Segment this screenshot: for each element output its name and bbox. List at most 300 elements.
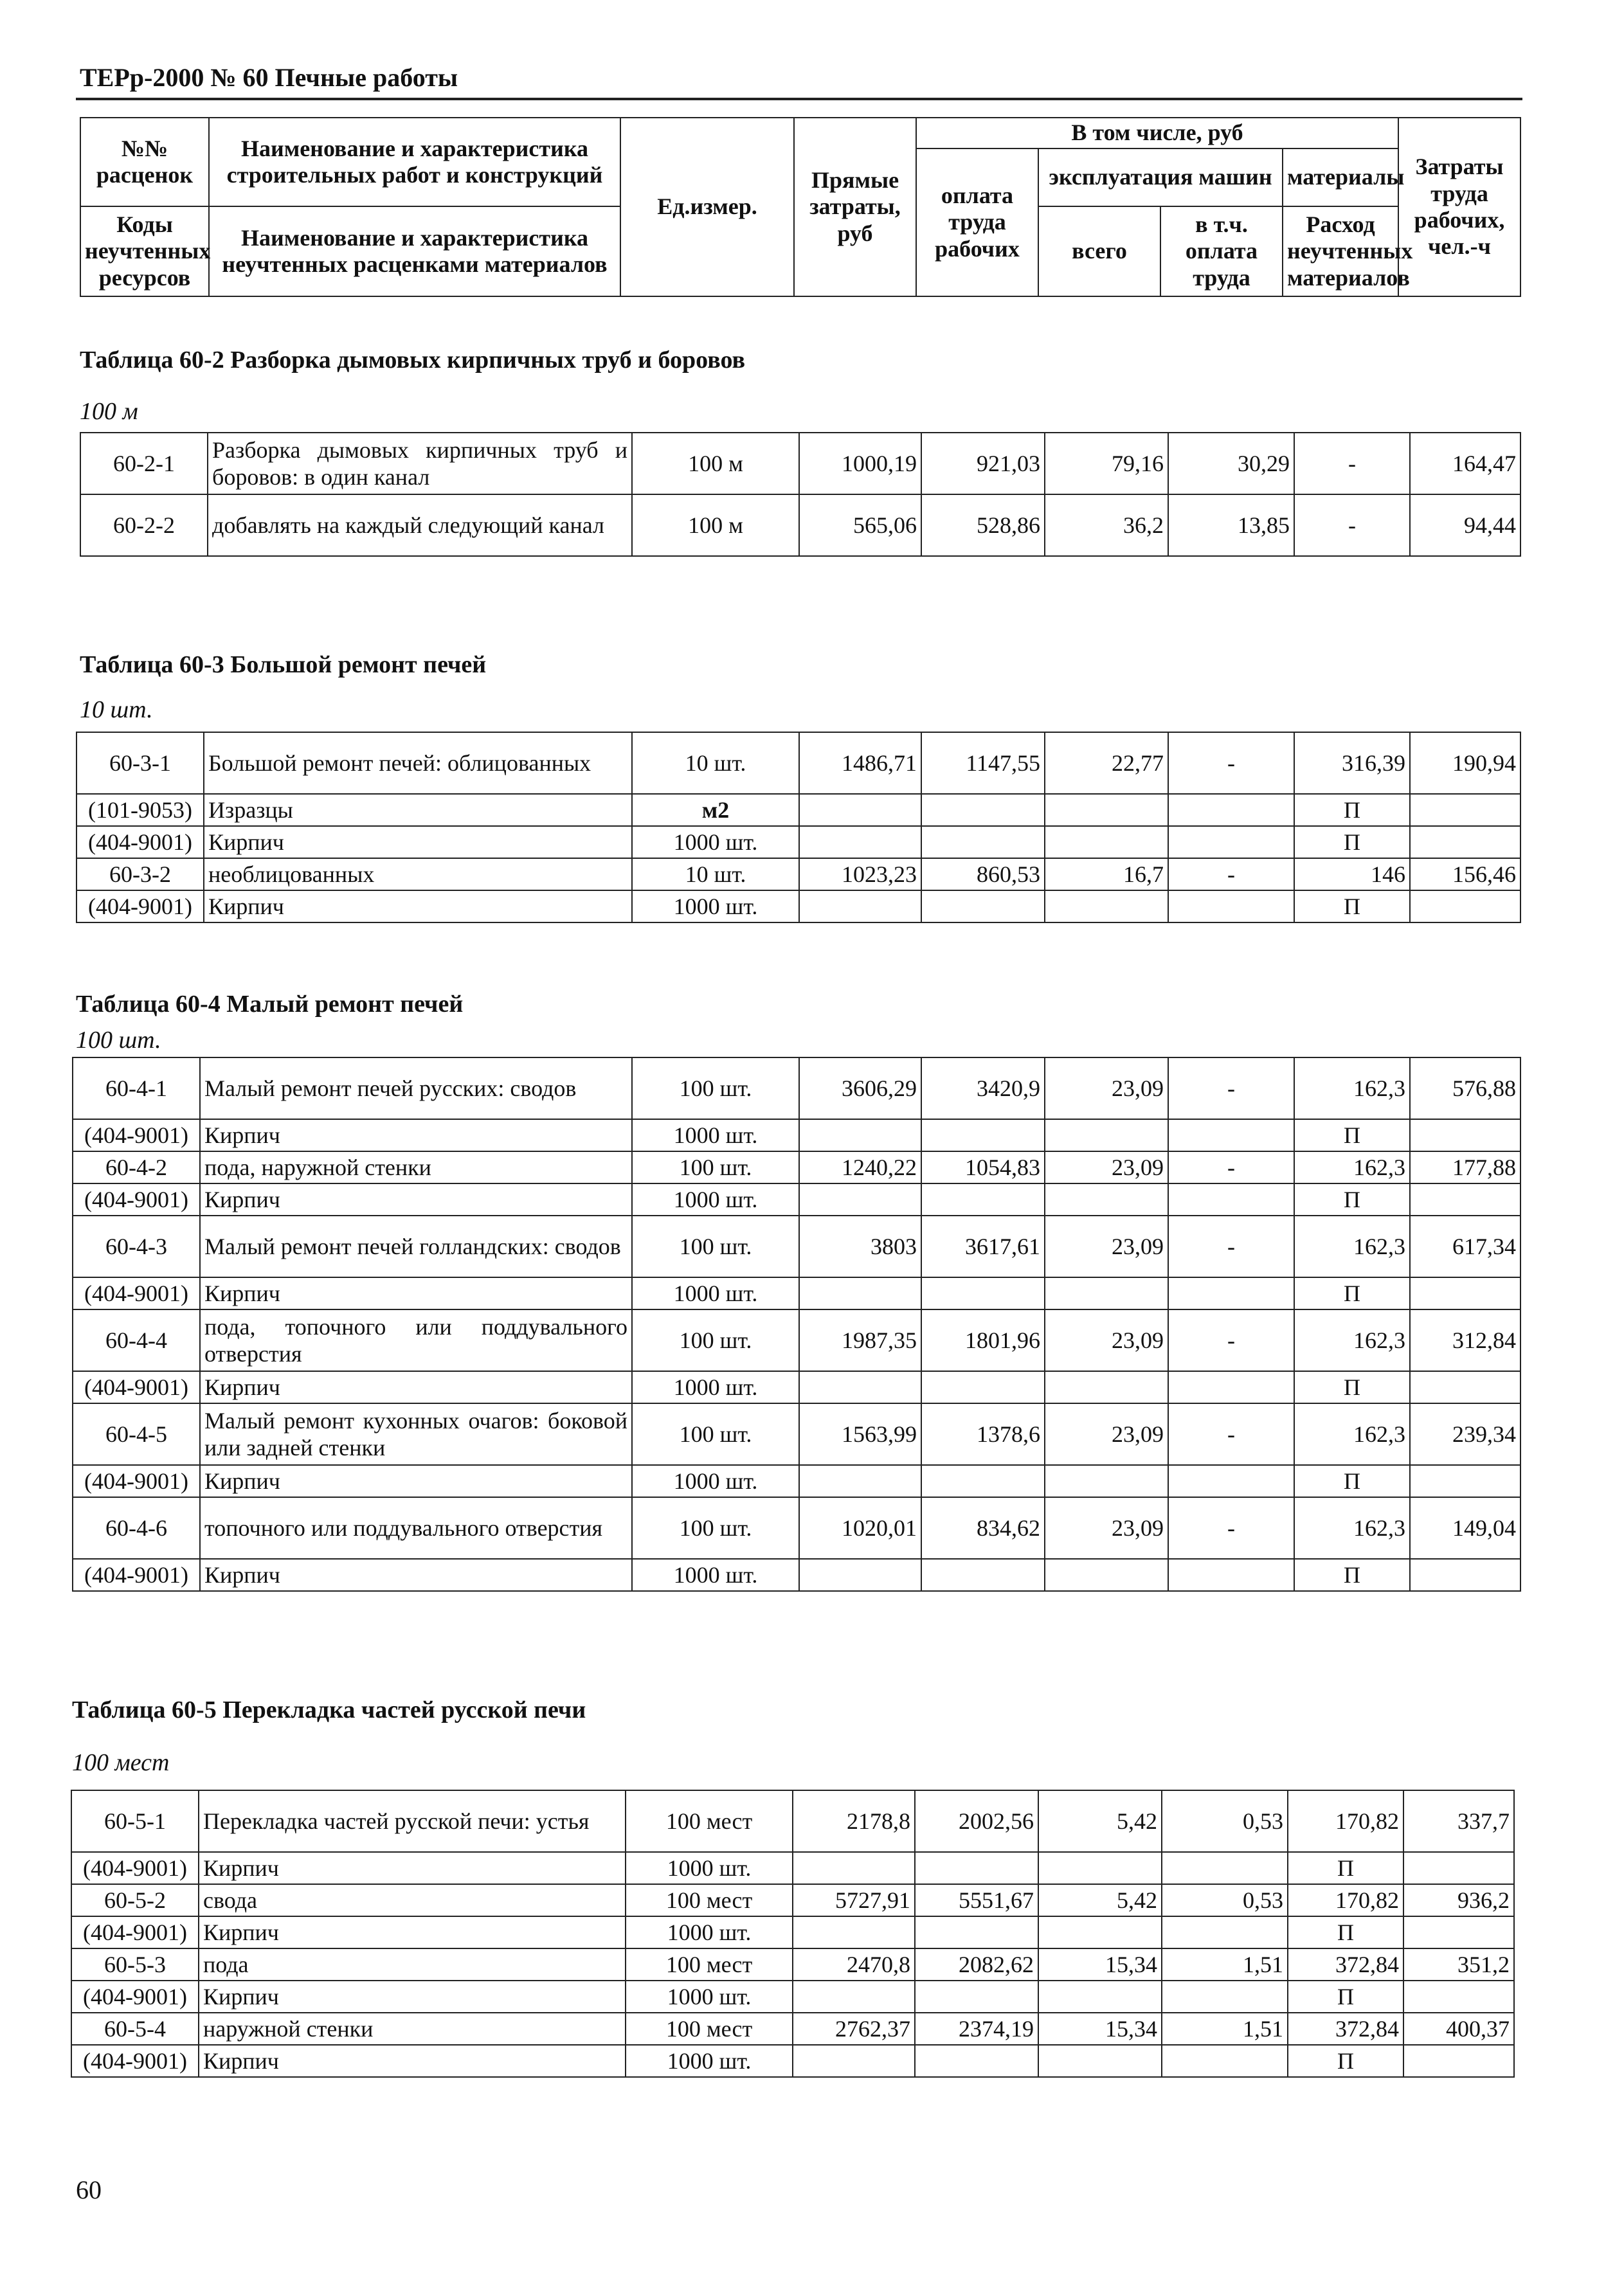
labor-hours-cell: 177,88 (1410, 1151, 1520, 1183)
materials-cell: П (1294, 1465, 1410, 1497)
materials-cell: 162,3 (1294, 1309, 1410, 1371)
materials-cell: 162,3 (1294, 1151, 1410, 1183)
work-name-cell: свода (199, 1884, 626, 1916)
machines-pay-cell (1162, 1916, 1288, 1948)
work-name-cell: Большой ремонт печей: облицованных (204, 732, 632, 794)
materials-cell: П (1294, 1119, 1410, 1151)
direct-cost-cell: 1240,22 (799, 1151, 921, 1183)
machines-total-cell (1045, 826, 1168, 858)
labor-hours-cell: 576,88 (1410, 1057, 1520, 1119)
unit-cell: 1000 шт. (626, 2045, 793, 2077)
unit-cell: 100 м (632, 433, 799, 494)
direct-cost-cell: 2178,8 (793, 1790, 915, 1852)
direct-cost-cell: 1987,35 (799, 1309, 921, 1371)
section-title: Таблица 60-4 Малый ремонт печей (76, 991, 464, 1018)
rate-code-cell: 60-5-4 (71, 2013, 199, 2045)
materials-cell: П (1288, 2045, 1403, 2077)
materials-cell: П (1288, 1981, 1403, 2013)
labor-pay-cell: 860,53 (921, 858, 1045, 890)
materials-cell: П (1294, 890, 1410, 922)
page-header (76, 57, 1522, 100)
direct-cost-cell (793, 1981, 915, 2013)
direct-cost-cell (793, 1916, 915, 1948)
work-name-cell: Изразцы (204, 794, 632, 826)
direct-cost-cell: 1563,99 (799, 1403, 921, 1465)
machines-pay-cell: - (1168, 1497, 1294, 1559)
work-name-cell: пода, наружной стенки (200, 1151, 632, 1183)
machines-pay-cell: 1,51 (1162, 2013, 1288, 2045)
materials-cell: 372,84 (1288, 2013, 1403, 2045)
rate-code-cell: 60-5-2 (71, 1884, 199, 1916)
table-row (73, 1183, 1520, 1216)
machines-total-cell: 23,09 (1045, 1151, 1168, 1183)
machines-pay-cell (1168, 1559, 1294, 1591)
work-name-cell: Кирпич (200, 1465, 632, 1497)
section-unit: 100 шт. (76, 1027, 161, 1054)
rate-code-cell: 60-3-2 (77, 858, 204, 890)
labor-hours-cell (1410, 1277, 1520, 1309)
direct-cost-cell: 2762,37 (793, 2013, 915, 2045)
machines-total-cell: 5,42 (1038, 1790, 1162, 1852)
work-name-cell: Кирпич (199, 1981, 626, 2013)
labor-hours-cell: 94,44 (1410, 494, 1520, 556)
work-name-cell: пода, топочного или поддувального отверстия (200, 1309, 632, 1371)
work-name-cell: Кирпич (199, 2045, 626, 2077)
materials-cell: 162,3 (1294, 1057, 1410, 1119)
materials-cell: - (1294, 433, 1410, 494)
unit-cell: 100 мест (626, 1884, 793, 1916)
table-row (71, 1916, 1514, 1948)
rate-code-cell: (404-9001) (73, 1183, 200, 1216)
col-code-bottom: Коды неучтенных ресурсов (80, 206, 209, 296)
col-labor-cost: Затраты труда рабочих, чел.-ч (1398, 118, 1520, 296)
materials-cell: 162,3 (1294, 1497, 1410, 1559)
labor-pay-cell: 5551,67 (915, 1884, 1038, 1916)
labor-hours-cell: 617,34 (1410, 1216, 1520, 1277)
direct-cost-cell: 1000,19 (799, 433, 921, 494)
unit-cell: 1000 шт. (632, 1183, 799, 1216)
rate-code-cell: (404-9001) (71, 2045, 199, 2077)
unit-cell: 1000 шт. (632, 890, 799, 922)
work-name-cell: Кирпич (199, 1916, 626, 1948)
labor-pay-cell (921, 1119, 1045, 1151)
rates-table-60-4 (72, 1057, 1521, 1592)
col-code-top: №№ расценок (80, 118, 209, 206)
work-name-cell: Кирпич (204, 826, 632, 858)
labor-pay-cell (921, 890, 1045, 922)
machines-pay-cell (1162, 2045, 1288, 2077)
machines-total-cell (1045, 890, 1168, 922)
col-unit: Ед.измер. (620, 118, 794, 296)
direct-cost-cell (799, 826, 921, 858)
unit-cell: 1000 шт. (632, 1371, 799, 1403)
work-name-cell: Разборка дымовых кирпичных труб и боровов: в один канал (208, 433, 632, 494)
machines-pay-cell (1168, 1277, 1294, 1309)
machines-total-cell (1038, 1916, 1162, 1948)
unit-cell: 100 мест (626, 1790, 793, 1852)
machines-total-cell (1045, 1183, 1168, 1216)
direct-cost-cell (799, 794, 921, 826)
section-unit: 10 шт. (80, 696, 153, 723)
labor-pay-cell: 1378,6 (921, 1403, 1045, 1465)
machines-pay-cell: 30,29 (1168, 433, 1294, 494)
rate-code-cell: (404-9001) (73, 1371, 200, 1403)
machines-pay-cell (1162, 1981, 1288, 2013)
work-name-cell: пода (199, 1948, 626, 1981)
machines-total-cell: 5,42 (1038, 1884, 1162, 1916)
unit-cell: м2 (632, 794, 799, 826)
machines-total-cell (1038, 2045, 1162, 2077)
direct-cost-cell (799, 1371, 921, 1403)
rate-code-cell: 60-2-2 (80, 494, 208, 556)
direct-cost-cell (799, 1119, 921, 1151)
unit-cell: 1000 шт. (632, 826, 799, 858)
unit-cell: 100 шт. (632, 1309, 799, 1371)
direct-cost-cell: 1020,01 (799, 1497, 921, 1559)
labor-pay-cell: 834,62 (921, 1497, 1045, 1559)
work-name-cell: необлицованных (204, 858, 632, 890)
rate-code-cell: (404-9001) (73, 1277, 200, 1309)
machines-total-cell: 23,09 (1045, 1057, 1168, 1119)
machines-total-cell (1045, 794, 1168, 826)
labor-pay-cell (921, 1371, 1045, 1403)
work-name-cell: добавлять на каждый следующий канал (208, 494, 632, 556)
machines-total-cell: 79,16 (1045, 433, 1168, 494)
work-name-cell: топочного или поддувального отверстия (200, 1497, 632, 1559)
direct-cost-cell (793, 2045, 915, 2077)
materials-cell: П (1288, 1852, 1403, 1884)
labor-pay-cell (921, 826, 1045, 858)
work-name-cell: Кирпич (200, 1119, 632, 1151)
work-name-cell: Кирпич (199, 1852, 626, 1884)
unit-cell: 1000 шт. (626, 1916, 793, 1948)
labor-hours-cell: 156,46 (1410, 858, 1520, 890)
section-unit: 100 м (80, 398, 138, 425)
machines-total-cell: 36,2 (1045, 494, 1168, 556)
labor-hours-cell: 190,94 (1410, 732, 1520, 794)
materials-cell: П (1294, 826, 1410, 858)
materials-cell: 162,3 (1294, 1216, 1410, 1277)
unit-cell: 100 шт. (632, 1151, 799, 1183)
rate-code-cell: 60-5-1 (71, 1790, 199, 1852)
table-row (73, 1559, 1520, 1591)
table-row (73, 1277, 1520, 1309)
rate-code-cell: 60-2-1 (80, 433, 208, 494)
machines-pay-cell (1168, 1183, 1294, 1216)
table-row (73, 1497, 1520, 1559)
labor-hours-cell (1410, 826, 1520, 858)
direct-cost-cell: 565,06 (799, 494, 921, 556)
table-row (71, 1981, 1514, 2013)
work-name-cell: Кирпич (204, 890, 632, 922)
direct-cost-cell (799, 890, 921, 922)
labor-hours-cell: 312,84 (1410, 1309, 1520, 1371)
table-row (73, 1371, 1520, 1403)
work-name-cell: наружной стенки (199, 2013, 626, 2045)
labor-hours-cell (1410, 794, 1520, 826)
col-incl: В том числе, руб (916, 118, 1398, 148)
labor-hours-cell (1410, 1183, 1520, 1216)
materials-cell: П (1288, 1916, 1403, 1948)
labor-pay-cell: 921,03 (921, 433, 1045, 494)
labor-pay-cell: 2374,19 (915, 2013, 1038, 2045)
machines-pay-cell: - (1168, 858, 1294, 890)
machines-pay-cell: - (1168, 732, 1294, 794)
labor-pay-cell: 1801,96 (921, 1309, 1045, 1371)
materials-cell: П (1294, 1183, 1410, 1216)
direct-cost-cell (799, 1183, 921, 1216)
table-row (71, 2013, 1514, 2045)
machines-pay-cell: - (1168, 1309, 1294, 1371)
labor-pay-cell (921, 1465, 1045, 1497)
col-direct: Прямые затраты, руб (794, 118, 916, 296)
unit-cell: 1000 шт. (632, 1119, 799, 1151)
machines-pay-cell (1168, 1371, 1294, 1403)
materials-cell: 316,39 (1294, 732, 1410, 794)
rate-code-cell: 60-4-5 (73, 1403, 200, 1465)
section-title: Таблица 60-2 Разборка дымовых кирпичных труб и боровов (80, 346, 746, 373)
labor-hours-cell (1410, 1371, 1520, 1403)
machines-pay-cell (1168, 1465, 1294, 1497)
unit-cell: 100 шт. (632, 1497, 799, 1559)
labor-pay-cell (921, 794, 1045, 826)
work-name-cell: Кирпич (200, 1277, 632, 1309)
rate-code-cell: (404-9001) (73, 1559, 200, 1591)
page-title: ТЕРр-2000 № 60 Печные работы (80, 63, 458, 92)
labor-pay-cell: 528,86 (921, 494, 1045, 556)
materials-cell: 162,3 (1294, 1403, 1410, 1465)
machines-total-cell (1045, 1371, 1168, 1403)
machines-total-cell: 15,34 (1038, 1948, 1162, 1981)
rate-code-cell: (404-9001) (71, 1981, 199, 2013)
machines-pay-cell: 0,53 (1162, 1884, 1288, 1916)
rates-table-60-2 (80, 432, 1521, 557)
table-row (73, 1403, 1520, 1465)
labor-hours-cell: 149,04 (1410, 1497, 1520, 1559)
table-row (77, 826, 1520, 858)
section-title: Таблица 60-5 Перекладка частей русской печи (72, 1696, 586, 1723)
labor-pay-cell: 1147,55 (921, 732, 1045, 794)
materials-cell: П (1294, 1371, 1410, 1403)
work-name-cell: Малый ремонт печей голландских: сводов (200, 1216, 632, 1277)
machines-total-cell: 22,77 (1045, 732, 1168, 794)
col-name-top: Наименование и характеристика строительных работ и конструкций (209, 118, 620, 206)
machines-total-cell: 23,09 (1045, 1216, 1168, 1277)
direct-cost-cell (799, 1559, 921, 1591)
work-name-cell: Малый ремонт печей русских: сводов (200, 1057, 632, 1119)
table-row (77, 732, 1520, 794)
table-row (71, 1852, 1514, 1884)
rate-code-cell: (404-9001) (71, 1852, 199, 1884)
labor-pay-cell (921, 1277, 1045, 1309)
work-name-cell: Кирпич (200, 1183, 632, 1216)
labor-pay-cell (915, 1981, 1038, 2013)
work-name-cell: Кирпич (200, 1559, 632, 1591)
machines-total-cell: 16,7 (1045, 858, 1168, 890)
materials-cell: 170,82 (1288, 1790, 1403, 1852)
rate-code-cell: (404-9001) (71, 1916, 199, 1948)
work-name-cell: Перекладка частей русской печи: устья (199, 1790, 626, 1852)
direct-cost-cell: 2470,8 (793, 1948, 915, 1981)
unit-cell: 1000 шт. (632, 1559, 799, 1591)
col-labor-pay: оплата труда рабочих (916, 148, 1038, 296)
unit-cell: 1000 шт. (632, 1277, 799, 1309)
table-row (77, 890, 1520, 922)
direct-cost-cell (793, 1852, 915, 1884)
machines-total-cell (1045, 1277, 1168, 1309)
rates-table-60-3 (76, 732, 1521, 923)
direct-cost-cell: 1023,23 (799, 858, 921, 890)
unit-cell: 100 мест (626, 2013, 793, 2045)
unit-cell: 100 м (632, 494, 799, 556)
unit-cell: 100 шт. (632, 1403, 799, 1465)
direct-cost-cell: 3606,29 (799, 1057, 921, 1119)
materials-cell: П (1294, 1277, 1410, 1309)
machines-pay-cell (1168, 794, 1294, 826)
table-row (71, 1790, 1514, 1852)
unit-cell: 10 шт. (632, 858, 799, 890)
col-machines-total: всего (1038, 206, 1160, 296)
table-row (73, 1151, 1520, 1183)
labor-hours-cell (1410, 1119, 1520, 1151)
rate-code-cell: 60-4-1 (73, 1057, 200, 1119)
machines-pay-cell (1162, 1852, 1288, 1884)
labor-pay-cell: 3617,61 (921, 1216, 1045, 1277)
rate-code-cell: 60-4-3 (73, 1216, 200, 1277)
machines-pay-cell: - (1168, 1216, 1294, 1277)
materials-cell: - (1294, 494, 1410, 556)
rate-code-cell: (101-9053) (77, 794, 204, 826)
rate-code-cell: (404-9001) (73, 1465, 200, 1497)
section-unit: 100 мест (72, 1749, 170, 1776)
labor-hours-cell: 164,47 (1410, 433, 1520, 494)
rate-code-cell: 60-3-1 (77, 732, 204, 794)
machines-pay-cell: - (1168, 1057, 1294, 1119)
labor-hours-cell (1410, 1559, 1520, 1591)
labor-hours-cell: 351,2 (1403, 1948, 1514, 1981)
machines-total-cell: 23,09 (1045, 1403, 1168, 1465)
labor-pay-cell (915, 2045, 1038, 2077)
labor-hours-cell (1403, 1852, 1514, 1884)
labor-pay-cell (915, 1916, 1038, 1948)
labor-hours-cell: 239,34 (1410, 1403, 1520, 1465)
machines-pay-cell (1168, 826, 1294, 858)
machines-total-cell (1038, 1852, 1162, 1884)
rate-code-cell: (404-9001) (77, 890, 204, 922)
labor-hours-cell (1410, 890, 1520, 922)
labor-hours-cell (1403, 2045, 1514, 2077)
labor-hours-cell: 400,37 (1403, 2013, 1514, 2045)
unit-cell: 100 шт. (632, 1057, 799, 1119)
unit-cell: 1000 шт. (626, 1852, 793, 1884)
rates-table-60-5 (71, 1790, 1515, 2078)
rate-code-cell: 60-4-6 (73, 1497, 200, 1559)
page-number: 60 (76, 2175, 102, 2204)
table-row (73, 1465, 1520, 1497)
labor-pay-cell: 1054,83 (921, 1151, 1045, 1183)
machines-pay-cell: - (1168, 1403, 1294, 1465)
machines-pay-cell: 1,51 (1162, 1948, 1288, 1981)
labor-pay-cell (921, 1559, 1045, 1591)
col-materials: материалы (1283, 148, 1398, 206)
labor-hours-cell (1403, 1981, 1514, 2013)
unit-cell: 10 шт. (632, 732, 799, 794)
table-row (71, 2045, 1514, 2077)
column-header-table (80, 117, 1521, 297)
labor-pay-cell: 2002,56 (915, 1790, 1038, 1852)
rate-code-cell: (404-9001) (73, 1119, 200, 1151)
materials-cell: П (1294, 1559, 1410, 1591)
machines-pay-cell: 13,85 (1168, 494, 1294, 556)
machines-pay-cell (1168, 890, 1294, 922)
col-name-bottom: Наименование и характеристика неучтенных расценками материалов (209, 206, 620, 296)
machines-total-cell (1045, 1559, 1168, 1591)
materials-cell: 372,84 (1288, 1948, 1403, 1981)
table-row (77, 858, 1520, 890)
labor-pay-cell: 2082,62 (915, 1948, 1038, 1981)
table-row (80, 433, 1520, 494)
direct-cost-cell (799, 1465, 921, 1497)
labor-hours-cell (1410, 1465, 1520, 1497)
table-row (71, 1884, 1514, 1916)
direct-cost-cell: 3803 (799, 1216, 921, 1277)
machines-total-cell (1038, 1981, 1162, 2013)
direct-cost-cell: 1486,71 (799, 732, 921, 794)
labor-pay-cell (915, 1852, 1038, 1884)
table-row (77, 794, 1520, 826)
labor-pay-cell (921, 1183, 1045, 1216)
rate-code-cell: (404-9001) (77, 826, 204, 858)
unit-cell: 1000 шт. (632, 1465, 799, 1497)
machines-pay-cell: - (1168, 1151, 1294, 1183)
col-materials-unaccounted: Расход неучтенных материалов (1283, 206, 1398, 296)
table-row (73, 1216, 1520, 1277)
rate-code-cell: 60-4-2 (73, 1151, 200, 1183)
section-title: Таблица 60-3 Большой ремонт печей (80, 651, 487, 678)
table-row (73, 1119, 1520, 1151)
machines-total-cell: 15,34 (1038, 2013, 1162, 2045)
table-row (73, 1057, 1520, 1119)
direct-cost-cell: 5727,91 (793, 1884, 915, 1916)
unit-cell: 100 шт. (632, 1216, 799, 1277)
work-name-cell: Малый ремонт кухонных очагов: боковой или задней стенки (200, 1403, 632, 1465)
machines-total-cell (1045, 1465, 1168, 1497)
machines-total-cell: 23,09 (1045, 1309, 1168, 1371)
unit-cell: 100 мест (626, 1948, 793, 1981)
direct-cost-cell (799, 1277, 921, 1309)
labor-hours-cell: 337,7 (1403, 1790, 1514, 1852)
table-row (80, 494, 1520, 556)
col-machines: эксплуатация машин (1038, 148, 1283, 206)
materials-cell: 170,82 (1288, 1884, 1403, 1916)
col-machines-pay: в т.ч. оплата труда (1160, 206, 1283, 296)
table-row (71, 1948, 1514, 1981)
machines-pay-cell: 0,53 (1162, 1790, 1288, 1852)
labor-hours-cell (1403, 1916, 1514, 1948)
labor-hours-cell: 936,2 (1403, 1884, 1514, 1916)
work-name-cell: Кирпич (200, 1371, 632, 1403)
table-row (73, 1309, 1520, 1371)
machines-total-cell: 23,09 (1045, 1497, 1168, 1559)
rate-code-cell: 60-4-4 (73, 1309, 200, 1371)
materials-cell: 146 (1294, 858, 1410, 890)
rate-code-cell: 60-5-3 (71, 1948, 199, 1981)
materials-cell: П (1294, 794, 1410, 826)
labor-pay-cell: 3420,9 (921, 1057, 1045, 1119)
unit-cell: 1000 шт. (626, 1981, 793, 2013)
machines-total-cell (1045, 1119, 1168, 1151)
machines-pay-cell (1168, 1119, 1294, 1151)
